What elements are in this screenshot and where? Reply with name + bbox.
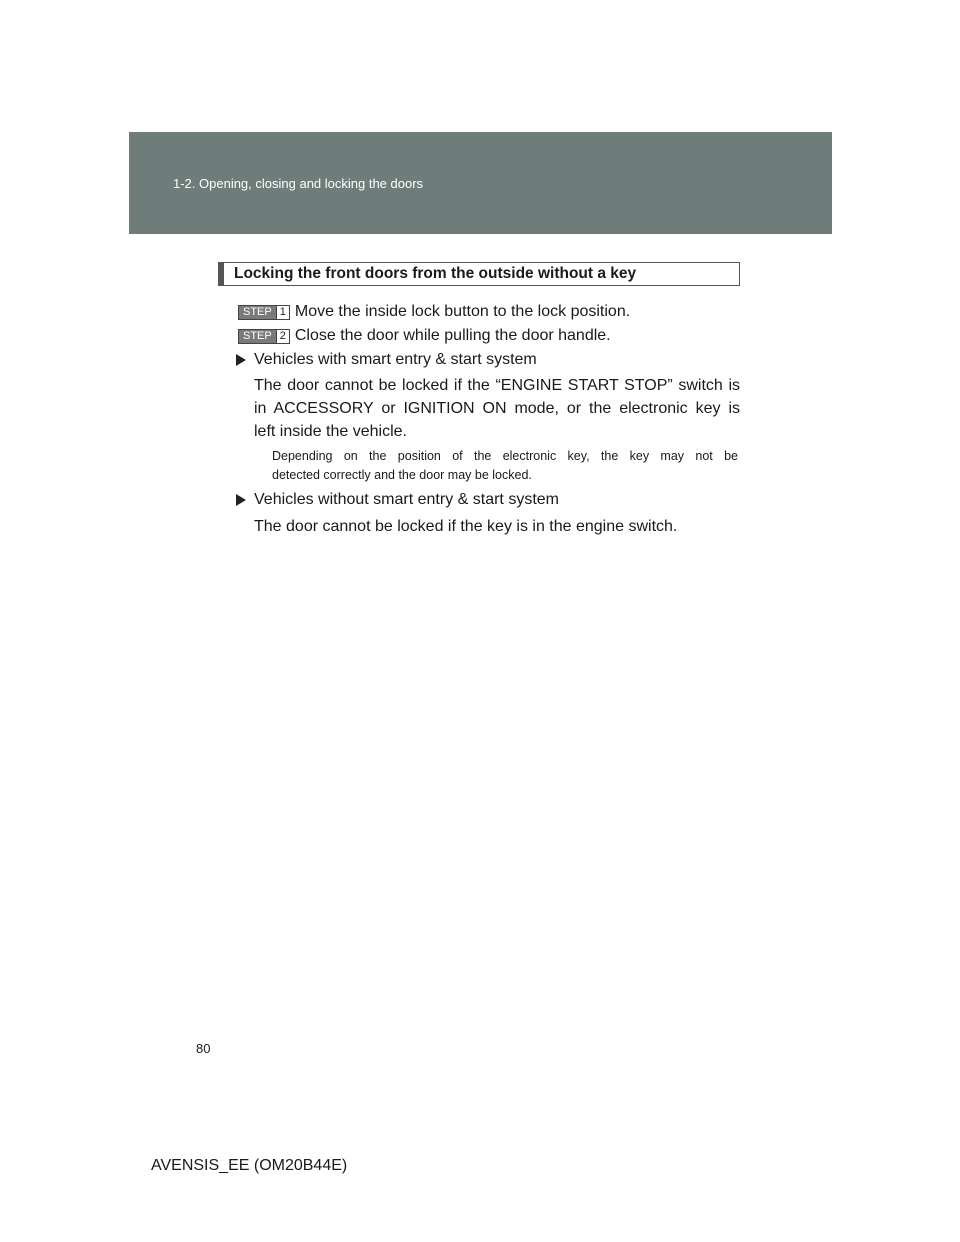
paragraph-line: left inside the vehicle. bbox=[254, 423, 407, 440]
step-1 bbox=[238, 303, 630, 321]
section-title: Locking the front doors from the outside without a key bbox=[234, 265, 637, 282]
step-1-badge bbox=[238, 305, 290, 320]
smart-entry-note bbox=[272, 447, 738, 485]
paragraph-line: The door cannot be locked if the “ENGINE START STOP” switch is bbox=[254, 377, 740, 394]
step-2-text: Close the door while pulling the door handle. bbox=[294, 327, 611, 344]
step-badge-label: STEP bbox=[239, 330, 276, 343]
step-badge-label: STEP bbox=[239, 306, 276, 319]
no-smart-entry-heading-row bbox=[236, 491, 559, 509]
step-2-badge bbox=[238, 329, 290, 344]
paragraph-line: in ACCESSORY or IGNITION ON mode, or the electronic key is bbox=[254, 400, 740, 417]
triangle-bullet-icon bbox=[236, 354, 246, 366]
note-line: Depending on the position of the electronic key, the key may not be bbox=[272, 449, 738, 463]
document-code: AVENSIS_EE (OM20B44E) bbox=[151, 1157, 348, 1174]
breadcrumb: 1-2. Opening, closing and locking the doors bbox=[173, 176, 424, 191]
step-2 bbox=[238, 327, 611, 345]
note-line: detected correctly and the door may be locked. bbox=[272, 468, 532, 482]
no-smart-entry-heading: Vehicles without smart entry & start system bbox=[254, 491, 559, 508]
step-badge-number: 1 bbox=[276, 306, 289, 319]
section-heading-box bbox=[218, 262, 740, 286]
step-1-text: Move the inside lock button to the lock position. bbox=[294, 303, 631, 320]
page-number: 80 bbox=[196, 1041, 211, 1056]
no-smart-entry-paragraph bbox=[254, 515, 740, 538]
step-badge-number: 2 bbox=[276, 330, 289, 343]
triangle-bullet-icon bbox=[236, 494, 246, 506]
smart-entry-heading-row bbox=[236, 351, 537, 369]
smart-entry-heading: Vehicles with smart entry & start system bbox=[254, 351, 537, 368]
smart-entry-paragraph bbox=[254, 374, 740, 443]
paragraph-line: The door cannot be locked if the key is in the engine switch. bbox=[254, 518, 678, 535]
